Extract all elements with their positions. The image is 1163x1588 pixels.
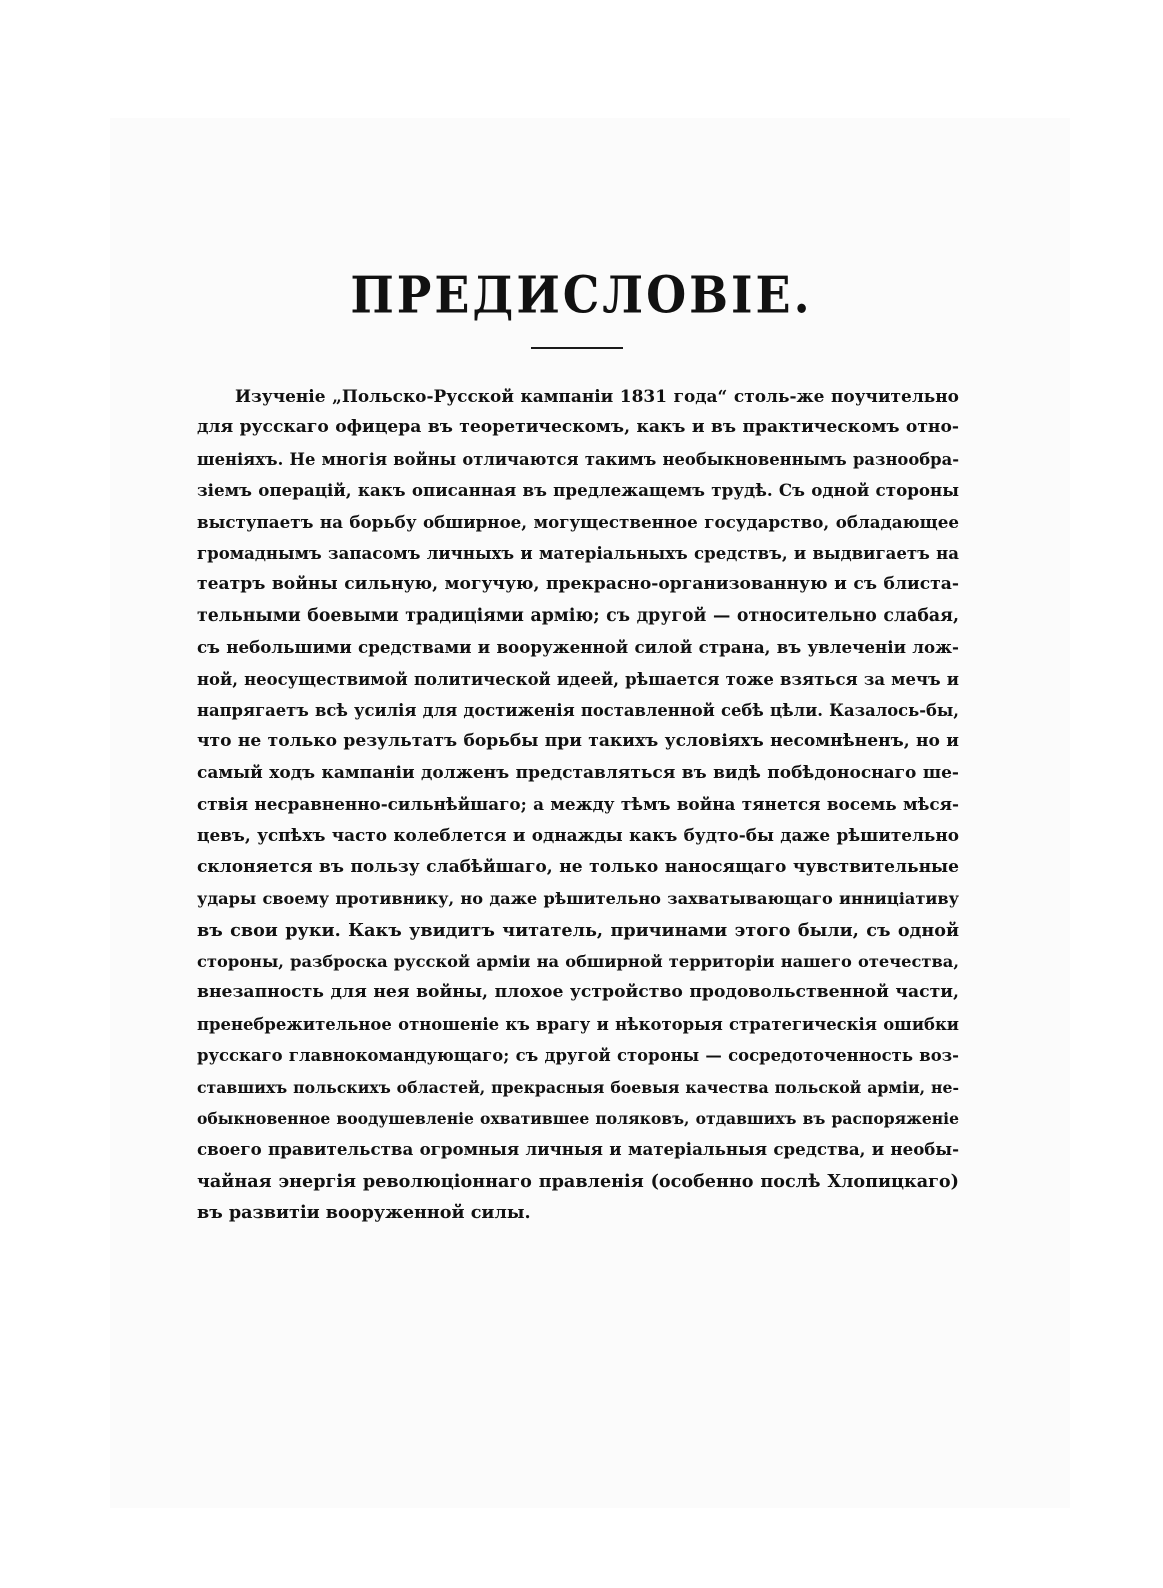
text-line: обыкновенное воодушевленіе охватившее поляковъ, отдавшихъ въ распоряженіе <box>197 1108 959 1128</box>
text-line: что не только результатъ борьбы при такихъ условіяхъ несомнѣненъ, но и <box>197 731 959 752</box>
text-line: пренебрежительное отношеніе къ врагу и нѣкоторыя стратегическія ошибки <box>197 1014 959 1034</box>
preface-paragraph <box>197 381 959 1229</box>
text-line: громаднымъ запасомъ личныхъ и матеріальныхъ средствъ, и выдвигаетъ на <box>197 542 959 563</box>
text-line: ной, неосуществимой политической идеей, рѣшается тоже взяться за мечъ и <box>197 669 959 689</box>
text-line: русскаго главнокомандующаго; съ другой стороны — сосредоточенность воз- <box>197 1046 959 1066</box>
text-line: ставшихъ польскихъ областей, прекрасныя боевыя качества польской арміи, не- <box>197 1077 959 1097</box>
text-line: самый ходъ кампаніи долженъ представляться въ видѣ побѣдоноснаго ше- <box>197 762 959 783</box>
text-line: чайная энергія революціоннаго правленія (особенно послѣ Хлопицкаго) <box>197 1170 959 1192</box>
text-line: цевъ, успѣхъ часто колеблется и однажды какъ будто-бы даже рѣшительно <box>197 825 959 846</box>
title-divider <box>531 347 623 349</box>
text-line: своего правительства огромныя личныя и матеріальныя средства, и необы- <box>197 1139 959 1160</box>
text-line: склоняется въ пользу слабѣйшаго, не только наносящаго чувствительные <box>197 856 959 877</box>
text-line: стороны, разброска русской арміи на обширной территоріи нашего отечества, <box>197 952 959 972</box>
text-line: выступаетъ на борьбу обширное, могущественное государство, обладающее <box>197 511 959 532</box>
text-line: для русскаго офицера въ теоретическомъ, какъ и въ практическомъ отно- <box>197 417 959 438</box>
text-line: театръ войны сильную, могучую, прекрасно-организованную и съ блиста- <box>197 574 959 595</box>
text-line: шеніяхъ. Не многія войны отличаются такимъ необыкновеннымъ разнообра- <box>197 449 959 469</box>
text-line: удары своему противнику, но даже рѣшительно захватывающаго инниціативу <box>197 889 959 909</box>
text-line: въ свои руки. Какъ увидитъ читатель, причинами этого были, съ одной <box>197 919 959 941</box>
text-line: въ развитіи вооруженной силы. <box>197 1202 531 1224</box>
text-line: ствія несравненно-сильнѣйшаго; а между тѣмъ война тянется восемь мѣся- <box>197 794 959 815</box>
text-line: зіемъ операцій, какъ описанная въ предлежащемъ трудѣ. Съ одной стороны <box>197 480 959 501</box>
text-line: тельными боевыми традиціями армію; съ другой — относительно слабая, <box>197 605 959 626</box>
page-title: ПРЕДИСЛОВІЕ. <box>350 265 813 325</box>
text-line: съ небольшими средствами и вооруженной силой страна, въ увлеченіи лож- <box>197 637 959 658</box>
text-line: напрягаетъ всѣ усилія для достиженія поставленной себѣ цѣли. Казалось-бы, <box>197 700 959 720</box>
text-line: Изученіе „Польско-Русской кампаніи 1831 года“ столь-же поучительно <box>235 386 959 406</box>
text-line: внезапность для нея войны, плохое устройство продовольственной части, <box>197 982 959 1003</box>
